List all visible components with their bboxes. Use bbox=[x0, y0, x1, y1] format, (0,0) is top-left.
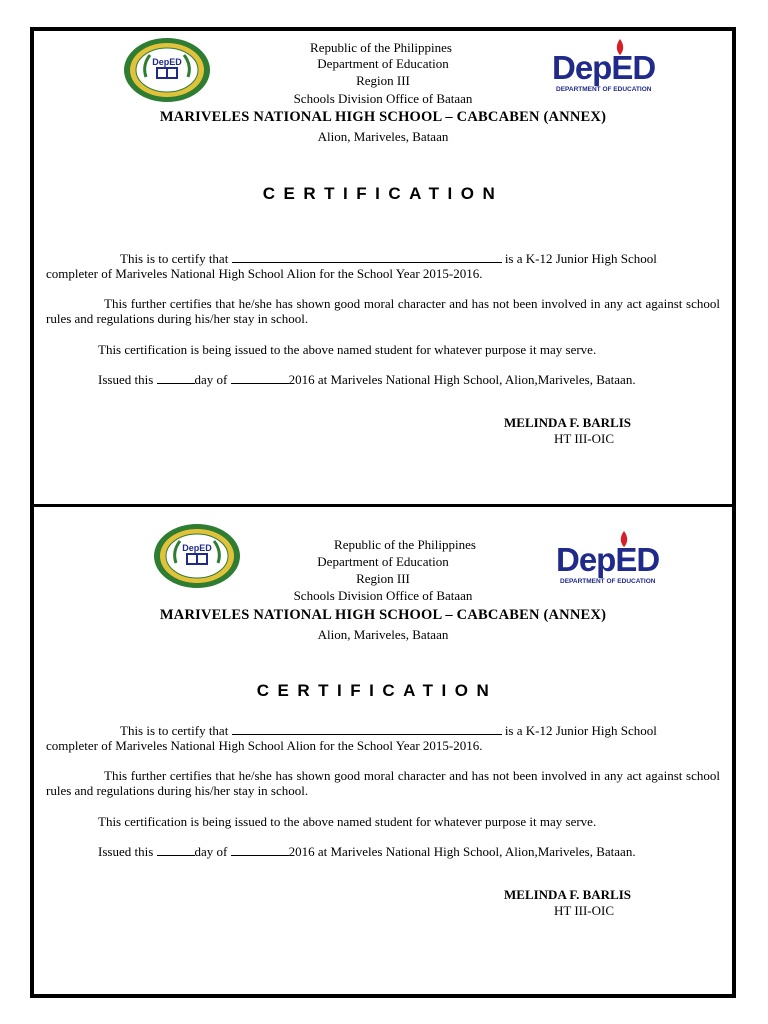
deped-subtitle-text: DEPARTMENT OF EDUCATION bbox=[560, 578, 656, 585]
certificate-title: CERTIFICATION bbox=[256, 681, 498, 700]
header-division: Schools Division Office of Bataan bbox=[293, 588, 473, 603]
deped-brand-text: DepED bbox=[552, 49, 656, 86]
issued-text-start: Issued this bbox=[98, 372, 154, 387]
deped-subtitle-text: DEPARTMENT OF EDUCATION bbox=[556, 86, 652, 93]
seal-text: DepED bbox=[152, 57, 182, 67]
moral-character-paragraph: This further certifies that he/she has shown good moral character and has not been involved in any act against school rules and regulations during his/her stay in school. bbox=[46, 296, 720, 326]
certify-text-line2: completer of Mariveles National High School Alion for the School Year 2015-2016. bbox=[46, 738, 483, 753]
certify-paragraph bbox=[46, 723, 720, 753]
certify-text-line2: completer of Mariveles National High School Alion for the School Year 2015-2016. bbox=[46, 266, 483, 281]
issued-text-mid: day of bbox=[194, 372, 228, 387]
header-republic: Republic of the Philippines bbox=[334, 537, 476, 552]
purpose-paragraph: This certification is being issued to the above named student for whatever purpose it may serve. bbox=[98, 342, 597, 357]
issued-text-mid: day of bbox=[194, 844, 228, 859]
month-blank bbox=[231, 372, 289, 384]
certify-text-end: is a K-12 Junior High School bbox=[504, 251, 657, 266]
deped-brand-text: DepED bbox=[556, 541, 660, 578]
issued-paragraph bbox=[46, 844, 720, 859]
month-blank bbox=[231, 844, 289, 856]
certificate-divider bbox=[30, 504, 736, 507]
issued-text-end: 2016 at Mariveles National High School, Alion,Mariveles, Bataan. bbox=[288, 844, 636, 859]
certificate-bottom bbox=[34, 509, 732, 979]
certify-text-end: is a K-12 Junior High School bbox=[504, 723, 657, 738]
certify-paragraph bbox=[46, 251, 720, 281]
header-division: Schools Division Office of Bataan bbox=[293, 91, 473, 106]
purpose-paragraph: This certification is being issued to the above named student for whatever purpose it may serve. bbox=[98, 814, 597, 829]
certify-text-start: This is to certify that bbox=[120, 251, 229, 266]
signatory-name: MELINDA F. BARLIS bbox=[504, 415, 632, 430]
school-name: MARIVELES NATIONAL HIGH SCHOOL – CABCABEN (ANNEX) bbox=[159, 607, 607, 623]
day-blank bbox=[157, 372, 195, 384]
signatory-position: HT III-OIC bbox=[553, 903, 615, 918]
school-address: Alion, Mariveles, Bataan bbox=[317, 129, 449, 144]
school-address: Alion, Mariveles, Bataan bbox=[317, 627, 449, 642]
header-republic: Republic of the Philippines bbox=[310, 40, 452, 55]
header-department: Department of Education bbox=[317, 56, 449, 71]
issued-text-start: Issued this bbox=[98, 844, 154, 859]
certificate-title: CERTIFICATION bbox=[262, 184, 504, 203]
signatory-name: MELINDA F. BARLIS bbox=[504, 887, 632, 902]
header-department: Department of Education bbox=[317, 554, 449, 569]
moral-character-paragraph: This further certifies that he/she has shown good moral character and has not been involved in any act against school rules and regulations during his/her stay in school. bbox=[46, 768, 720, 798]
student-name-blank bbox=[232, 251, 502, 263]
issued-paragraph bbox=[46, 372, 720, 387]
student-name-blank bbox=[232, 723, 502, 735]
header-region: Region III bbox=[356, 571, 410, 586]
certify-text-start: This is to certify that bbox=[120, 723, 229, 738]
certificate-top bbox=[34, 31, 732, 501]
header-region: Region III bbox=[356, 73, 410, 88]
day-blank bbox=[157, 844, 195, 856]
seal-text: DepED bbox=[182, 543, 212, 553]
school-name: MARIVELES NATIONAL HIGH SCHOOL – CABCABEN (ANNEX) bbox=[159, 109, 607, 125]
issued-text-end: 2016 at Mariveles National High School, Alion,Mariveles, Bataan. bbox=[288, 372, 636, 387]
signatory-position: HT III-OIC bbox=[553, 431, 615, 446]
